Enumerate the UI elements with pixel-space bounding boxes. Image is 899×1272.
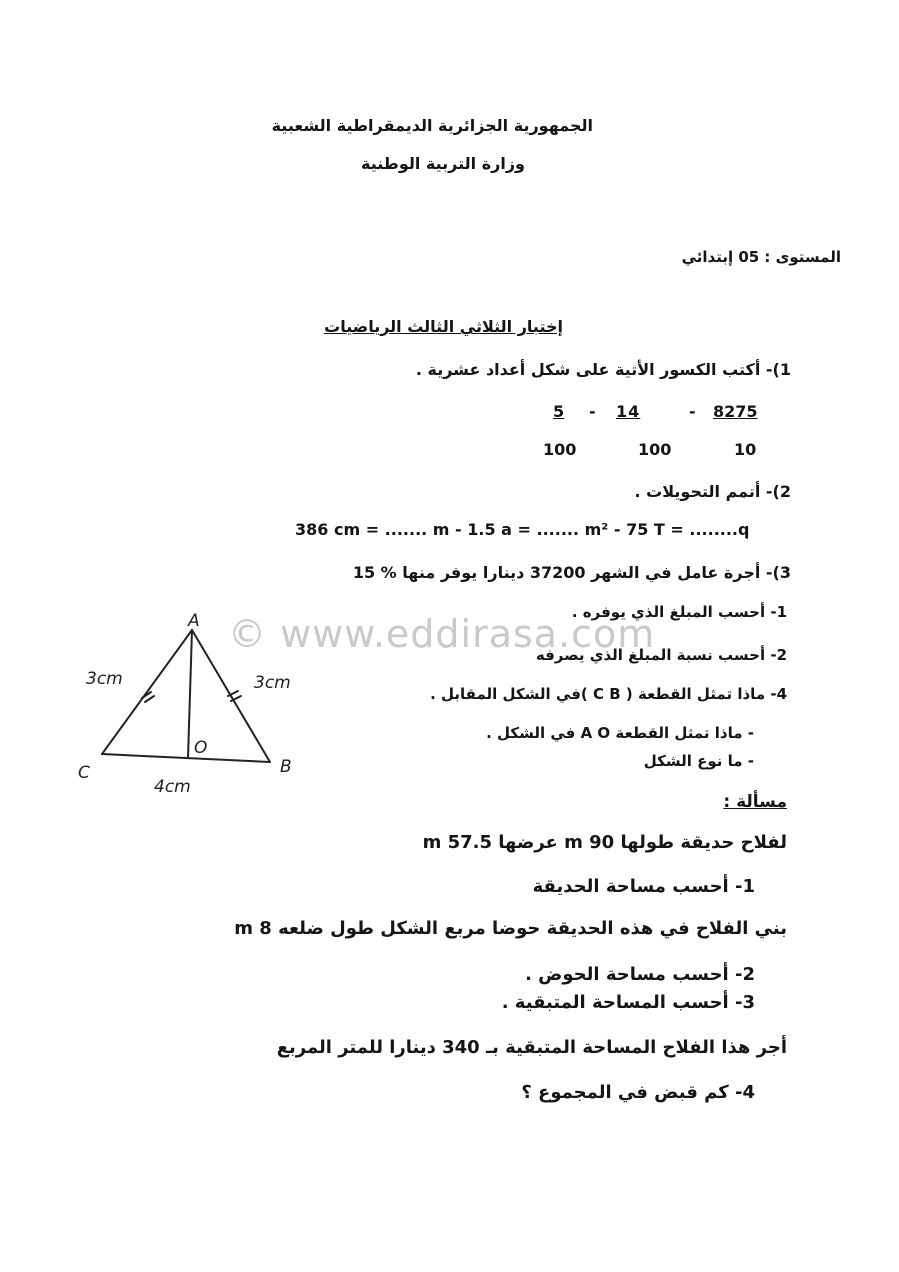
- q3-text: 3)- أجرة عامل في الشهر 37200 دينارا يوفر منها % 15: [352, 563, 791, 582]
- fraction-2-denominator: 100: [638, 440, 672, 459]
- header-republic: الجمهورية الجزائرية الديمقراطية الشعبية: [271, 116, 593, 135]
- segment-ao: [188, 630, 192, 758]
- fraction-3-numerator: 5: [553, 402, 565, 421]
- q3-item-2: 2- أحسب نسبة المبلغ الذي يصرفه: [535, 646, 787, 664]
- problem-line-2: بني الفلاح في هذه الحديقة حوضا مربع الشكل طول ضلعه 8 m: [234, 918, 787, 939]
- exam-title: إختبار الثلاثي الثالث الرياضيات: [324, 317, 563, 336]
- problem-q1: 1- أحسب مساحة الحديقة: [532, 876, 755, 897]
- fraction-separator: -: [689, 402, 696, 421]
- label-vertex-c: C: [78, 763, 90, 783]
- label-side-ab: 3cm: [254, 673, 291, 693]
- header-ministry: وزارة التربية الوطنية: [360, 154, 525, 173]
- triangle-base-cb: [102, 754, 270, 762]
- fraction-3-denominator: 100: [543, 440, 577, 459]
- problem-line-1: لفلاح حديقة طولها 90 m عرضها 57.5 m: [422, 832, 787, 853]
- q1-text: 1)- أكتب الكسور الأتية على شكل أعداد عشرية .: [415, 360, 791, 379]
- label-point-o: O: [194, 738, 208, 758]
- problem-q3: 3- أحسب المساحة المتبقية .: [501, 992, 755, 1013]
- problem-line-3: أجر هذا الفلاح المساحة المتبقية بـ 340 دينارا للمتر المربع: [276, 1037, 787, 1058]
- fraction-2-numerator: 14: [616, 402, 641, 421]
- fraction-1-numerator: 8275: [713, 402, 758, 421]
- problem-q2: 2- أحسب مساحة الحوض .: [525, 964, 755, 985]
- watermark: © www.eddirasa.com: [228, 612, 656, 656]
- q3-item-1: 1- أحسب المبلغ الذي يوفره .: [571, 603, 787, 621]
- tick-mark-left: [145, 696, 154, 702]
- problem-title: مسألة :: [723, 792, 787, 812]
- q3-subitem-2: - ما نوع الشكل: [643, 752, 754, 770]
- label-vertex-b: B: [280, 757, 292, 777]
- level-label: المستوى : 05 إبتدائي: [681, 248, 841, 266]
- label-base: 4cm: [154, 777, 191, 797]
- fraction-separator: -: [589, 402, 596, 421]
- problem-q4: 4- كم قبض في المجموع ؟: [521, 1082, 755, 1103]
- fraction-1-denominator: 10: [734, 440, 757, 459]
- q3-subitem-1: - ماذا تمثل القطعة A O في الشكل .: [486, 724, 754, 742]
- label-side-ac: 3cm: [86, 669, 123, 689]
- triangle-side-ac: [102, 630, 192, 754]
- q3-item-3: 4- ماذا تمثل القطعة ( C B )في الشكل المقابل .: [430, 685, 787, 703]
- q2-conversions: 386 cm = ....... m - 1.5 a = ....... m² - 75 T = ........q: [295, 520, 750, 539]
- q2-text: 2)- أتمم التحويلات .: [634, 482, 791, 501]
- label-vertex-a: A: [188, 611, 200, 631]
